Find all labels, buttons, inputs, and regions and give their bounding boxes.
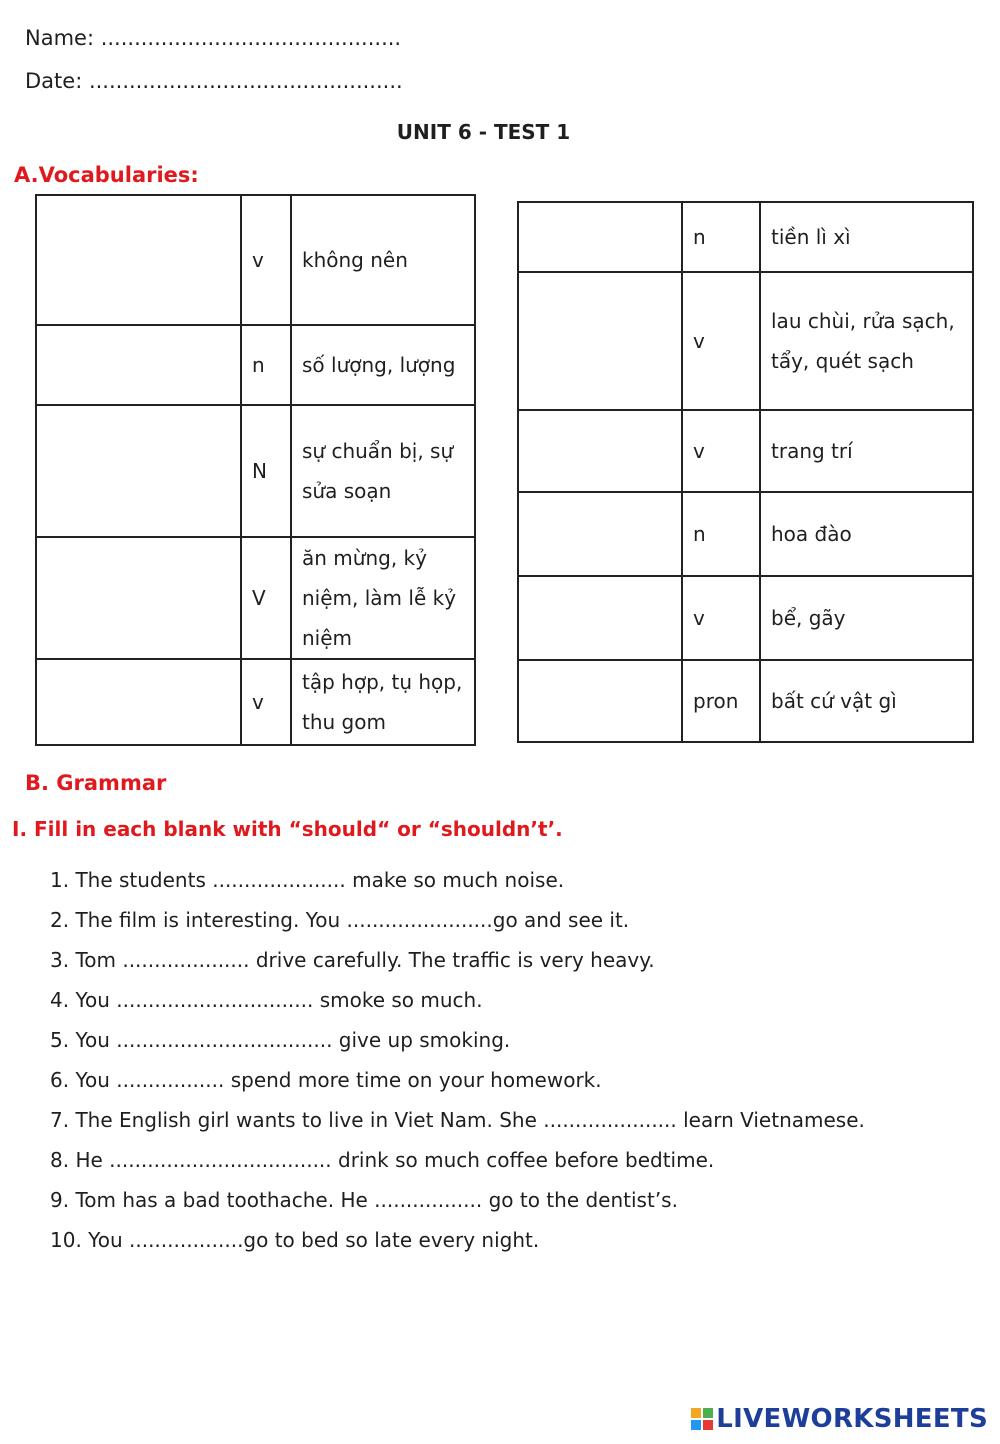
vocab-table-left	[35, 194, 476, 746]
vocab-word-type: pron	[682, 660, 760, 742]
page-title: UNIT 6 - TEST 1	[396, 120, 571, 144]
vocab-word-blank[interactable]	[518, 660, 682, 742]
vocab-word-blank[interactable]	[518, 410, 682, 492]
exercise-item: 7. The English girl wants to live in Viet Nam. She ..................... learn Vietnamese.	[50, 1108, 865, 1132]
exercise-item: 6. You ................. spend more time on your homework.	[50, 1068, 602, 1092]
vocab-word-blank[interactable]	[36, 659, 241, 745]
vocab-meaning: không nên	[291, 195, 475, 325]
logo-square	[691, 1420, 701, 1430]
vocab-row	[518, 410, 973, 492]
vocab-word-type: n	[682, 492, 760, 576]
vocab-meaning: ăn mừng, kỷ niệm, làm lễ kỷ niệm	[291, 537, 475, 659]
vocab-meaning: trang trí	[760, 410, 973, 492]
vocab-meaning: tiền lì xì	[760, 202, 973, 272]
vocab-meaning: bất cứ vật gì	[760, 660, 973, 742]
vocab-table-right	[517, 201, 974, 743]
vocab-meaning: tập hợp, tụ họp, thu gom	[291, 659, 475, 745]
liveworksheets-logo-icon	[691, 1408, 713, 1430]
section-b-heading: B. Grammar	[25, 771, 167, 795]
vocab-row	[36, 325, 475, 405]
vocab-row	[518, 492, 973, 576]
exercise-heading: I. Fill in each blank with “should“ or “shouldn’t’.	[12, 817, 563, 841]
vocab-row	[36, 405, 475, 537]
vocab-word-type: N	[241, 405, 291, 537]
vocab-meaning: hoa đào	[760, 492, 973, 576]
exercise-item: 2. The film is interesting. You .......................go and see it.	[50, 908, 630, 932]
exercise-item: 10. You ..................go to bed so late every night.	[50, 1228, 540, 1252]
brand-text: LIVEWORKSHEETS	[716, 1404, 988, 1434]
logo-square	[703, 1420, 713, 1430]
date-field[interactable]: Date: ...............................................	[25, 69, 403, 93]
vocab-meaning: bể, gãy	[760, 576, 973, 660]
vocab-word-blank[interactable]	[36, 195, 241, 325]
exercise-item: 5. You .................................. give up smoking.	[50, 1028, 511, 1052]
exercise-item: 1. The students ..................... make so much noise.	[50, 868, 565, 892]
exercise-item: 8. He ................................... drink so much coffee before bedtime.	[50, 1148, 715, 1172]
exercise-item: 3. Tom .................... drive carefully. The traffic is very heavy.	[50, 948, 655, 972]
vocab-word-type: v	[241, 195, 291, 325]
vocab-row	[518, 272, 973, 410]
vocab-meaning: lau chùi, rửa sạch, tẩy, quét sạch	[760, 272, 973, 410]
vocab-meaning: số lượng, lượng	[291, 325, 475, 405]
vocab-word-blank[interactable]	[518, 272, 682, 410]
vocab-row	[518, 660, 973, 742]
vocab-word-type: v	[682, 576, 760, 660]
liveworksheets-brand	[691, 1404, 988, 1434]
vocab-row	[36, 195, 475, 325]
vocab-row	[518, 576, 973, 660]
vocab-word-type: n	[241, 325, 291, 405]
vocab-word-type: v	[682, 410, 760, 492]
logo-square	[703, 1408, 713, 1418]
vocab-word-blank[interactable]	[518, 202, 682, 272]
vocab-word-blank[interactable]	[36, 405, 241, 537]
vocab-row	[36, 537, 475, 659]
exercise-item: 9. Tom has a bad toothache. He ................. go to the dentist’s.	[50, 1188, 678, 1212]
vocab-word-type: v	[682, 272, 760, 410]
vocab-word-blank[interactable]	[518, 576, 682, 660]
vocab-meaning: sự chuẩn bị, sự sửa soạn	[291, 405, 475, 537]
section-a-heading: A.Vocabularies:	[14, 163, 199, 187]
vocab-word-type: n	[682, 202, 760, 272]
vocab-word-blank[interactable]	[36, 325, 241, 405]
vocab-row	[518, 202, 973, 272]
vocab-word-blank[interactable]	[518, 492, 682, 576]
exercise-item: 4. You ............................... smoke so much.	[50, 988, 483, 1012]
vocab-row	[36, 659, 475, 745]
vocab-word-type: V	[241, 537, 291, 659]
name-field[interactable]: Name: .............................................	[25, 26, 402, 50]
logo-square	[691, 1408, 701, 1418]
vocab-word-blank[interactable]	[36, 537, 241, 659]
vocab-word-type: v	[241, 659, 291, 745]
